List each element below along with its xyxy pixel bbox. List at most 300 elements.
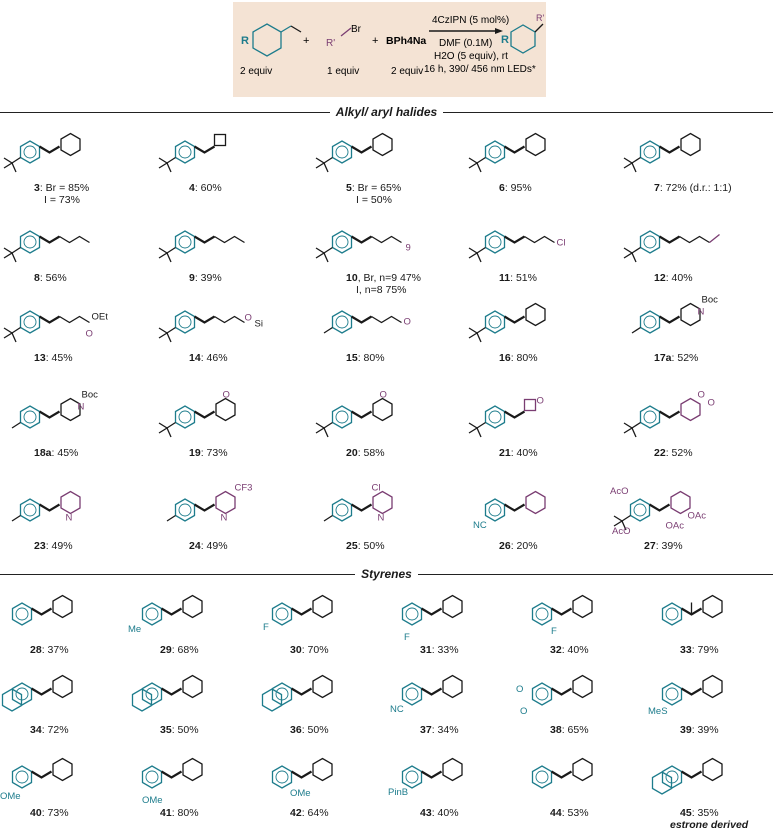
- ethylene-linker: [505, 237, 525, 243]
- compound-label-39: [680, 724, 719, 736]
- compound-label-11: [499, 272, 537, 284]
- oxetane-ring: [525, 400, 536, 411]
- cyclohexane-ring: [703, 676, 722, 698]
- compound-26: [465, 478, 617, 558]
- cyclopentane-ring: [373, 134, 392, 156]
- tbutyl-bond: [632, 423, 641, 429]
- aromatic-circle: [536, 771, 548, 783]
- boronate-label: PinB: [388, 787, 409, 798]
- aryl-ring: [273, 603, 292, 625]
- compound-18a: [0, 385, 152, 465]
- structure-41: [130, 745, 258, 807]
- compound-label-38: [550, 724, 589, 736]
- structure-bonds-19: [159, 399, 235, 438]
- aryl-ring: [143, 766, 162, 788]
- section-title-styrenes-text: Styrenes: [355, 567, 418, 581]
- aryl-ring: [333, 499, 352, 521]
- compound-45: [650, 745, 778, 831]
- compound-label-26: [499, 540, 538, 552]
- compound-number: 15: [346, 352, 358, 364]
- compound-yield: : 95%: [504, 182, 532, 194]
- compound-19: [155, 385, 307, 465]
- compound-yield: : 50%: [301, 724, 329, 736]
- aryl-ring: [403, 683, 422, 705]
- alkyne-bond: [710, 235, 720, 243]
- aromatic-circle: [644, 236, 656, 248]
- cyclobutane-ring: [215, 135, 226, 146]
- compound-yield: : 80%: [510, 352, 538, 364]
- compound-6: [465, 120, 617, 200]
- product-rprime: R': [536, 13, 545, 23]
- methyl-bond: [12, 423, 21, 429]
- compound-25: [312, 478, 464, 558]
- compound-label-22: [654, 447, 693, 459]
- plus-sign: +: [303, 35, 310, 47]
- tbutyl-group: [4, 158, 12, 168]
- reaction-scheme: [233, 2, 546, 97]
- cyclohexane-ring: [313, 676, 332, 698]
- compound-label-40: [30, 807, 69, 819]
- aryl-ring: [176, 499, 195, 521]
- compound-9: [155, 210, 307, 290]
- aromatic-circle: [336, 236, 348, 248]
- ethylene-linker: [505, 317, 525, 323]
- cycloheptane-ring: [526, 134, 545, 156]
- tbutyl-bond: [622, 516, 631, 522]
- aryl-ring: [403, 766, 422, 788]
- aromatic-circle: [536, 608, 548, 620]
- repeat-subscript: 9: [405, 242, 411, 254]
- compound-28: [0, 582, 128, 662]
- aromatic-circle: [644, 146, 656, 158]
- aryl-ring: [143, 603, 162, 625]
- aromatic-circle: [634, 504, 646, 516]
- tbutyl-methyl: [477, 333, 481, 342]
- compound-number: 45: [680, 807, 692, 819]
- structure-bonds-36: [263, 676, 333, 712]
- ethylene-linker: [660, 237, 680, 243]
- structure-bonds-8: [4, 231, 90, 262]
- structure-bonds-17a: [632, 304, 700, 334]
- compound-label-42: [290, 807, 329, 819]
- structure-21: [465, 385, 617, 447]
- tbutyl-group: [316, 158, 324, 168]
- aromatic-circle: [24, 411, 36, 423]
- tbutyl-group: [624, 158, 632, 168]
- aryl-ring: [176, 311, 195, 333]
- compound-11: [465, 210, 617, 290]
- compound-label-line2-5: I = 50%: [356, 194, 392, 206]
- structure-23: [0, 478, 152, 540]
- structure-32: [520, 582, 648, 644]
- compound-yield: : 50%: [171, 724, 199, 736]
- structure-bonds-16: [469, 304, 545, 343]
- ethylene-linker: [352, 317, 372, 323]
- ethylene-linker: [552, 609, 572, 615]
- tbutyl-bond: [167, 158, 176, 164]
- compound-yield: : 39%: [691, 724, 719, 736]
- acetoxy-label-1: AcO: [610, 486, 629, 497]
- compound-number: 12: [654, 272, 666, 284]
- tbutyl-methyl: [632, 253, 636, 262]
- structure-13: [0, 290, 152, 352]
- methyl-bond: [12, 516, 21, 522]
- reactant-r-group: R: [241, 35, 249, 47]
- ethylene-linker: [505, 412, 525, 418]
- compound-yield: : Br = 65%: [351, 182, 402, 194]
- structure-bonds-32: [533, 596, 593, 626]
- compound-label-5: [346, 182, 401, 194]
- thp-ring: [216, 399, 235, 421]
- compound-label-3: [34, 182, 89, 194]
- reaction-drawing: [233, 2, 546, 97]
- cyclohexane-ring: [703, 596, 722, 618]
- structure-bonds-13: [4, 311, 90, 342]
- tbutyl-group: [4, 328, 12, 338]
- ethylene-linker: [292, 772, 312, 778]
- structure-bonds-34: [3, 676, 73, 712]
- structure-37: [390, 662, 518, 724]
- tbutyl-methyl: [632, 428, 636, 437]
- ketal-oxygen-2: O: [707, 397, 715, 409]
- compound-12: [620, 210, 772, 290]
- compound-number: 32: [550, 644, 562, 656]
- aromatic-circle: [16, 771, 28, 783]
- structure-bonds-18a: [12, 399, 80, 429]
- acetoxy-label-4: OAc: [687, 510, 706, 522]
- benzene-ring: [526, 492, 545, 514]
- thf-ring: [373, 399, 392, 421]
- compound-35: [130, 662, 258, 742]
- structure-bonds-28: [13, 596, 73, 626]
- cyclohexane-ring: [313, 759, 332, 781]
- compound-yield: : 80%: [357, 352, 385, 364]
- compound-5: [312, 120, 464, 206]
- methyl-bond: [324, 328, 333, 334]
- compound-yield: : 34%: [431, 724, 459, 736]
- ethylene-linker: [352, 147, 372, 153]
- compound-27: [610, 478, 762, 558]
- structure-19: [155, 385, 307, 447]
- tbutyl-bond: [12, 328, 21, 334]
- aryl-ring: [486, 499, 505, 521]
- compound-label-44: [550, 807, 589, 819]
- compound-yield: : 52%: [671, 352, 699, 364]
- ethylene-linker: [352, 412, 372, 418]
- section-title-alkyl-text: Alkyl/ aryl halides: [330, 105, 443, 119]
- compound-3: [0, 120, 152, 206]
- product-structure: [511, 24, 543, 53]
- ring-oxygen: O: [222, 389, 230, 401]
- compound-21: [465, 385, 617, 465]
- compound-label-9: [189, 272, 222, 284]
- compound-yield: : 40%: [431, 807, 459, 819]
- compound-number: 25: [346, 540, 358, 552]
- tbutyl-methyl: [167, 428, 171, 437]
- compound-number: 13: [34, 352, 46, 364]
- structure-bonds-31: [403, 596, 463, 626]
- ethylene-linker: [352, 505, 372, 511]
- tbutyl-group: [316, 423, 324, 433]
- phenoxy-chain: [372, 317, 402, 323]
- structure-bonds-43: [403, 759, 463, 789]
- ring-oxygen: O: [379, 389, 387, 401]
- chain-chain: [215, 237, 245, 243]
- structure-14: [155, 290, 307, 352]
- aryl-ring: [333, 406, 352, 428]
- compound-label-21: [499, 447, 538, 459]
- structure-16: [465, 290, 617, 352]
- compound-number: 41: [160, 807, 172, 819]
- cyclohexane-ring: [573, 759, 592, 781]
- compound-number: 42: [290, 807, 302, 819]
- compound-yield: : 56%: [39, 272, 67, 284]
- structure-bonds-9: [159, 231, 245, 262]
- structure-26: [465, 478, 617, 540]
- compound-number: 38: [550, 724, 562, 736]
- tbutyl-group: [316, 248, 324, 258]
- compound-yield: : 20%: [510, 540, 538, 552]
- structure-42: [260, 745, 388, 807]
- aromatic-circle: [336, 146, 348, 158]
- aromatic-circle: [489, 146, 501, 158]
- tbutyl-methyl: [12, 333, 16, 342]
- carbonyl-oxygen: O: [85, 328, 93, 340]
- ethylene-linker: [422, 772, 442, 778]
- compound-label-36: [290, 724, 329, 736]
- aryl-ring: [13, 766, 32, 788]
- compound-yield: : 45%: [51, 447, 79, 459]
- compound-label-line2-10: I, n=8 75%: [356, 284, 407, 296]
- tbutyl-methyl: [324, 163, 328, 172]
- structure-bonds-41: [143, 759, 203, 789]
- structure-18a: [0, 385, 152, 447]
- compound-label-14: [189, 352, 228, 364]
- amine-nitrogen: N: [697, 306, 705, 318]
- compound-39: [650, 662, 778, 742]
- cyclohexane-ring: [183, 596, 202, 618]
- tbutyl-group: [469, 248, 477, 258]
- ethylene-linker: [682, 689, 702, 695]
- ethylene-linker: [32, 772, 52, 778]
- structure-bonds-26: [486, 492, 546, 522]
- compound-yield: : 35%: [691, 807, 719, 819]
- structure-bonds-33: [663, 596, 723, 626]
- compound-22: [620, 385, 772, 465]
- acetoxy-label-2: AcO: [612, 526, 631, 537]
- ethylene-linker: [422, 689, 442, 695]
- structure-34: [0, 662, 128, 724]
- compound-label-41: [160, 807, 199, 819]
- tbutyl-methyl: [477, 163, 481, 172]
- aryl-ring: [641, 231, 660, 253]
- tbutyl-group: [614, 516, 622, 526]
- compound-number: 11: [499, 272, 511, 284]
- compound-43: [390, 745, 518, 825]
- compound-38: [516, 662, 648, 742]
- compound-yield: : 37%: [41, 644, 69, 656]
- ethylene-linker: [660, 317, 680, 323]
- compound-label-20: [346, 447, 385, 459]
- compound-number: 8: [34, 272, 40, 284]
- tbutyl-bond: [477, 423, 486, 429]
- aryl-ring: [663, 603, 682, 625]
- structure-35: [130, 662, 258, 724]
- structure-43: [390, 745, 518, 807]
- compound-number: 21: [499, 447, 511, 459]
- adamantane-ring: [526, 304, 545, 326]
- compound-label-13: [34, 352, 73, 364]
- structure-bonds-45: [653, 759, 723, 795]
- compound-yield: : 73%: [200, 447, 228, 459]
- structure-bonds-20: [316, 399, 392, 438]
- nitrile-label: NC: [473, 520, 487, 531]
- aryl-ring: [21, 406, 40, 428]
- cyclohexane-ring: [313, 596, 332, 618]
- compound-yield: : 40%: [510, 447, 538, 459]
- aromatic-circle: [489, 504, 501, 516]
- silyl-oxygen: O: [244, 312, 252, 324]
- compound-label-4: [189, 182, 222, 194]
- structure-27: [610, 478, 762, 540]
- structure-6: [465, 120, 617, 182]
- ethylene-linker: [32, 609, 52, 615]
- aromatic-circle: [179, 411, 191, 423]
- ethylene-linker: [162, 772, 182, 778]
- clpyridine-ring: [373, 492, 392, 514]
- compound-label-37: [420, 724, 459, 736]
- compound-number: 5: [346, 182, 352, 194]
- structure-bonds-3: [4, 134, 80, 173]
- ethylene-linker: [552, 689, 572, 695]
- structure-25: [312, 478, 464, 540]
- aryl-ring: [486, 311, 505, 333]
- aromatic-circle: [644, 316, 656, 328]
- compound-yield: : 45%: [45, 352, 73, 364]
- compound-label-18a: [34, 447, 78, 459]
- compound-label-34: [30, 724, 69, 736]
- aryl-ring: [533, 766, 552, 788]
- compound-number: 9: [189, 272, 195, 284]
- compound-label-29: [160, 644, 199, 656]
- aryl-ring: [533, 603, 552, 625]
- ketal-ring: [681, 399, 700, 421]
- structure-36: [260, 662, 388, 724]
- longchain-chain: [372, 237, 402, 243]
- structure-bonds-21: [469, 400, 536, 438]
- compound-label-12: [654, 272, 693, 284]
- structure-40: [0, 745, 128, 807]
- tbutyl-group: [4, 248, 12, 258]
- structure-bonds-22: [624, 399, 700, 438]
- structure-7: [620, 120, 772, 182]
- oxetane-oxygen: O: [536, 395, 544, 407]
- fluoro-label: F: [263, 622, 269, 633]
- structure-bonds-12: [624, 231, 720, 262]
- compound-label-6: [499, 182, 532, 194]
- aromatic-circle: [276, 608, 288, 620]
- ketal-oxygen-1: O: [697, 389, 705, 401]
- compound-32: [520, 582, 648, 662]
- aromatic-circle: [24, 146, 36, 158]
- compound-yield: , Br, n=9 47%: [357, 272, 422, 284]
- structure-bonds-7: [624, 134, 700, 173]
- compound-label-7: [654, 182, 732, 194]
- compound-34: [0, 662, 128, 742]
- ethylene-linker: [162, 689, 182, 695]
- tbutyl-methyl: [477, 428, 481, 437]
- branch-chain: [60, 237, 90, 243]
- compound-number: 4: [189, 182, 195, 194]
- compound-number: 17a: [654, 352, 672, 364]
- compound-number: 26: [499, 540, 511, 552]
- aromatic-circle: [24, 316, 36, 328]
- ethylene-linker: [292, 609, 312, 615]
- tbutyl-bond: [477, 248, 486, 254]
- compound-label-27: [644, 540, 683, 552]
- aryl-ring: [486, 406, 505, 428]
- structure-11: [465, 210, 617, 272]
- structure-24: [155, 478, 307, 540]
- cyclohexane-ring: [443, 676, 462, 698]
- tbutyl-methyl: [12, 163, 16, 172]
- tbutyl-methyl: [12, 253, 16, 262]
- compound-15: [312, 290, 464, 370]
- acetate-carbonyl: O: [516, 684, 524, 695]
- aromatic-circle: [24, 236, 36, 248]
- ethylene-linker: [195, 237, 215, 243]
- aryl-ring: [21, 141, 40, 163]
- compound-yield: : 70%: [301, 644, 329, 656]
- compound-number: 24: [189, 540, 201, 552]
- cyclohexane-ring: [443, 759, 462, 781]
- compound-number: 28: [30, 644, 42, 656]
- salt-equiv: 2 equiv: [391, 66, 424, 77]
- structure-38: [516, 662, 648, 724]
- ethylene-linker: [505, 147, 525, 153]
- solvent-condition: DMF (0.1M): [439, 38, 493, 49]
- compound-30: [260, 582, 388, 662]
- amine-nitrogen: N: [77, 401, 85, 413]
- section-title-styrenes: [0, 567, 773, 581]
- compound-yield: : 46%: [200, 352, 228, 364]
- compound-yield: : 64%: [301, 807, 329, 819]
- water-condition: H2O (5 equiv), rt: [434, 51, 508, 62]
- ethylene-linker: [660, 412, 680, 418]
- compound-label-31: [420, 644, 459, 656]
- compound-number: 18a: [34, 447, 52, 459]
- compound-yield: : 73%: [41, 807, 69, 819]
- compound-36: [260, 662, 388, 742]
- catalyst-condition: 4CzIPN (5 mol%): [432, 15, 510, 26]
- ethylene-linker: [195, 147, 215, 153]
- aryl-ring: [641, 141, 660, 163]
- aromatic-circle: [16, 608, 28, 620]
- tbutyl-bond: [324, 158, 333, 164]
- compound-number: 35: [160, 724, 172, 736]
- structure-bonds-38: [533, 676, 593, 706]
- boc-label: Boc: [701, 294, 718, 306]
- aromatic-circle: [146, 771, 158, 783]
- alkyl-bromide: [341, 28, 351, 36]
- structure-20: [312, 385, 464, 447]
- structure-30: [260, 582, 388, 644]
- ethylene-linker: [422, 609, 442, 615]
- aromatic-circle: [536, 688, 548, 700]
- tbutyl-group: [469, 423, 477, 433]
- aryl-ring: [333, 141, 352, 163]
- structure-bonds-11: [469, 231, 555, 262]
